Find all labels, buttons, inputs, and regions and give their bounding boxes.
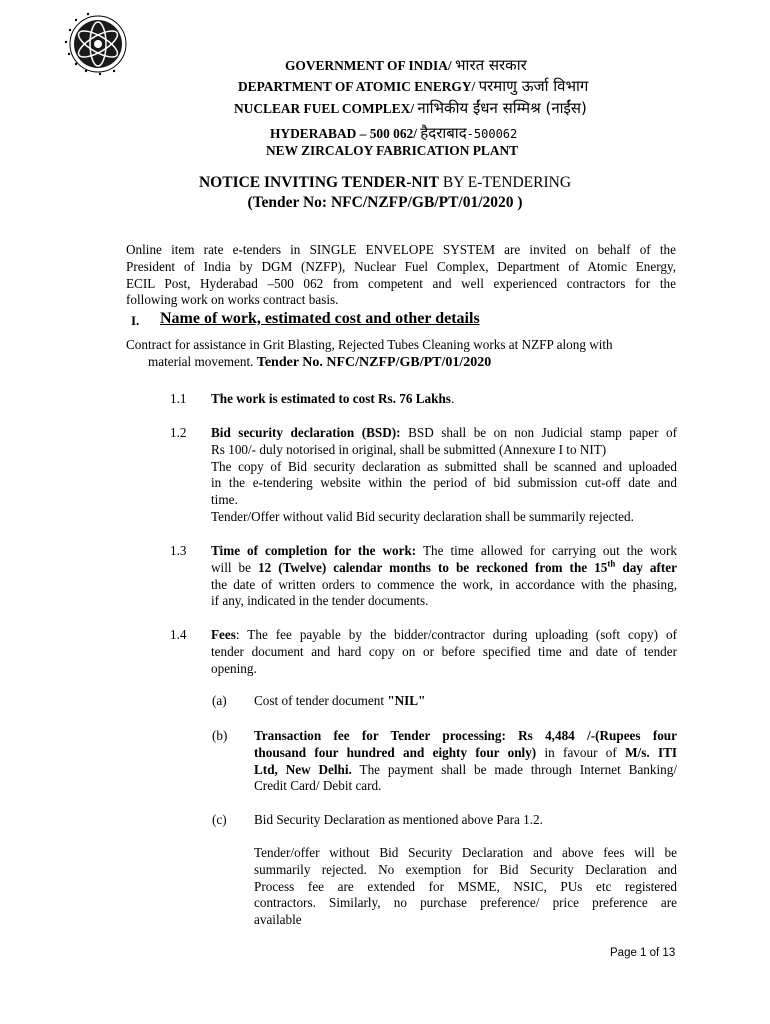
item-number-1-2: 1.2 (170, 425, 187, 440)
item-number-1-1: 1.1 (170, 391, 187, 406)
notice-title: NOTICE INVITING TENDER-NIT BY E-TENDERING (198, 174, 572, 191)
fee-c-text: Bid Security Declaration as mentioned above Para 1.2. (254, 812, 543, 827)
header-line-1: GOVERNMENT OF INDIA/ भारत सरकार (285, 56, 527, 74)
intro-paragraph: Online item rate e-tenders in SINGLE ENVELOPE SYSTEM are invited on behalf of the President of India by DGM (NZFP), Nuclear Fuel Complex, Department of Atomic Energy, ECIL Post, Hyderabad –500 062 from competent and well experienced contractors for the following work on works contract basis. (126, 242, 676, 308)
fee-label-c: (c) (212, 812, 227, 827)
fees-note-paragraph: Tender/offer without Bid Security Declaration and above fees will be summarily rejected. No exemption for Bid Security Declaration and Process fee are extended for MSME, NSIC, PUs etc registered contractors. Similarly, no purchase preference/ price preference are available (254, 845, 677, 928)
fee-label-b: (b) (212, 728, 228, 743)
page-number: Page 1 of 13 (610, 947, 676, 959)
header-line-5: NEW ZIRCALOY FABRICATION PLANT (266, 143, 519, 158)
item-1-1-text: The work is estimated to cost Rs. 76 Lakhs. (211, 391, 455, 406)
fee-b-text: Transaction fee for Tender processing: Rs 4,484 /-(Rupees four thousand four hundred and eighty four only) in favour of M/s. ITI Ltd, New Delhi. The payment shall be made through Internet Banking/ Credit Card/ Debit card. (254, 728, 678, 794)
header-line-2: DEPARTMENT OF ATOMIC ENERGY/ परमाणु ऊर्जा विभाग (238, 77, 589, 95)
section-roman-numeral: I. (131, 313, 140, 328)
section-heading: Name of work, estimated cost and other details (160, 310, 480, 327)
item-1-3-text: Time of completion for the work: The time allowed for carrying out the work will be 12 (Twelve) calendar months to be reckoned from the 15th day after the date of written orders to commence the work, in accordance with the phasing, if any, indicated in the tender documents. (211, 543, 677, 609)
item-number-1-3: 1.3 (170, 543, 187, 558)
item-1-2-text: Bid security declaration (BSD): BSD shall be on non Judicial stamp paper of Rs 100/- duly notorised in original, shall be submitted (Annexure I to NIT) The copy of Bid security declaration as submitted shall be scanned and uploaded in the e-tendering website within the period of bid submission cut-off date and time. Tender/Offer without valid Bid security declaration shall be summarily rejected. (211, 425, 677, 524)
item-number-1-4: 1.4 (170, 627, 187, 642)
contract-description: Contract for assistance in Grit Blasting, Rejected Tubes Cleaning works at NZFP along with material movement. Tender No. NFC/NZFP/GB/PT/01/2020 (126, 337, 613, 370)
fee-a-text: Cost of tender document "NIL" (254, 693, 426, 708)
dae-logo-icon (56, 8, 136, 76)
notice-tender-no: (Tender No: NFC/NZFP/GB/PT/01/2020 ) (247, 194, 523, 211)
header-line-4: HYDERABAD – 500 062/ हैदराबाद-500062 (270, 124, 518, 142)
fee-label-a: (a) (212, 693, 227, 708)
item-1-4-text: Fees: The fee payable by the bidder/contractor during uploading (soft copy) of tender document and hard copy on or before specified time and date of tender opening. (211, 627, 677, 676)
header-line-3: NUCLEAR FUEL COMPLEX/ नाभिकीय ईंधन सम्मिश्र (नाईंस) (234, 99, 587, 117)
